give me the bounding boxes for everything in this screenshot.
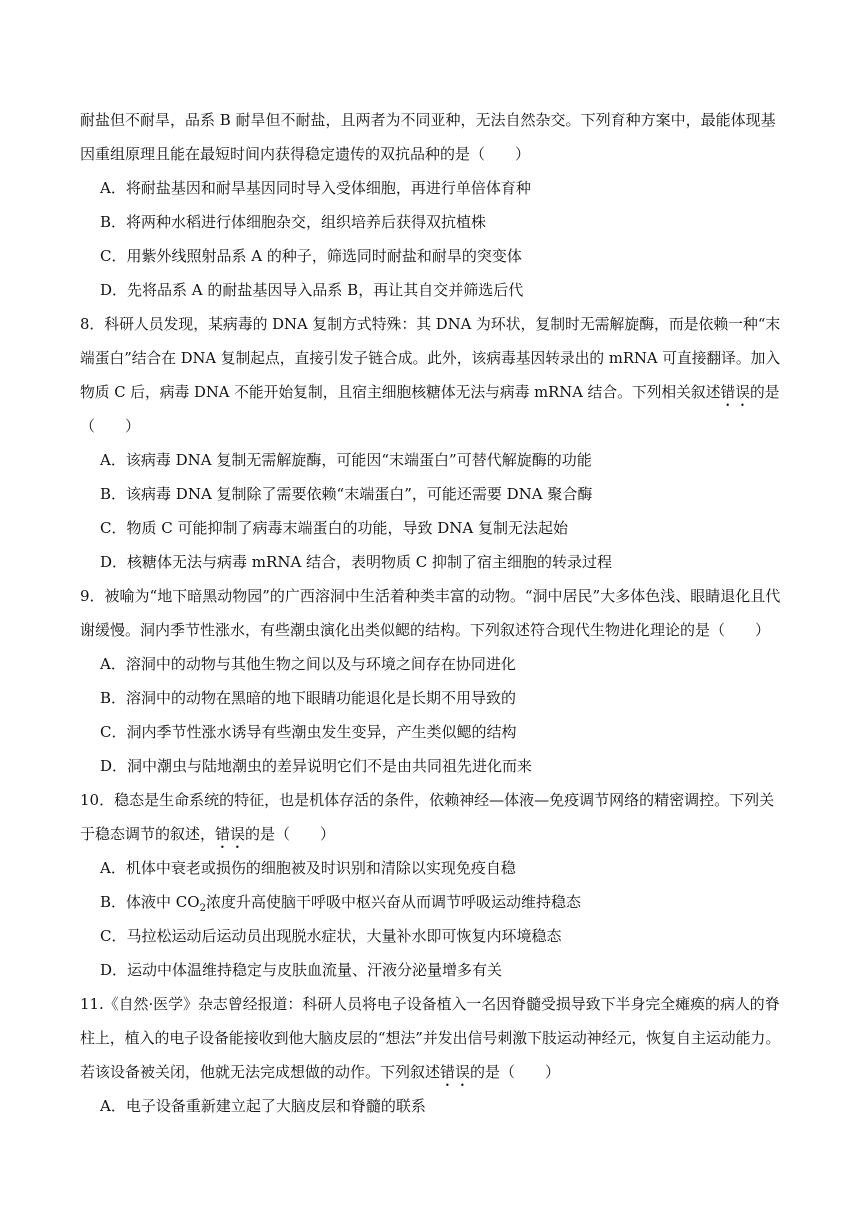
q7-option-a: A．将耐盐基因和耐旱基因同时导入受体细胞，再进行单倍体育种 — [100, 179, 531, 197]
q11-option-a: A．电子设备重新建立起了大脑皮层和脊髓的联系 — [100, 1097, 426, 1115]
q10-emphasis-mark: 错误 — [215, 825, 246, 843]
q11-stem-text: 若该设备被关闭，他就无法完成想做的动作。下列叙述 — [80, 1063, 441, 1081]
q11-stem-text-end: 的是（ ） — [470, 1063, 561, 1081]
q8-stem-text-end: 的是 — [750, 383, 780, 401]
q9-option-a: A．溶洞中的动物与其他生物之间以及与环境之间存在协同进化 — [100, 655, 516, 673]
q8-stem-line-2: 端蛋白”结合在 DNA 复制起点，直接引发子链合成。此外，该病毒基因转录出的 mRNA 可直接翻译。加入 — [80, 349, 781, 367]
q8-option-c: C．物质 C 可能抑制了病毒末端蛋白的功能，导致 DNA 复制无法起始 — [100, 519, 569, 537]
q8-stem-line-3 — [80, 382, 780, 410]
q9-option-b: B．溶洞中的动物在黑暗的地下眼睛功能退化是长期不用导致的 — [100, 689, 517, 707]
q8-option-b: B．该病毒 DNA 复制除了需要依赖“末端蛋白”，可能还需要 DNA 聚合酶 — [100, 485, 593, 503]
q10-stem-line-2 — [80, 824, 335, 852]
q8-option-a: A．该病毒 DNA 复制无需解旋酶，可能因“末端蛋白”可替代解旋酶的功能 — [100, 451, 592, 469]
q7-stem-line-1: 耐盐但不耐旱，品系 B 耐旱但不耐盐，且两者为不同亚种，无法自然杂交。下列育种方案中，最能体现基 — [80, 111, 776, 129]
q11-emphasis-mark: 错误 — [440, 1063, 471, 1081]
q9-stem-line-2: 谢缓慢。洞内季节性涨水，有些潮虫演化出类似鳃的结构。下列叙述符合现代生物进化理论的是（ ） — [80, 621, 771, 639]
q11-stem-line-3 — [80, 1062, 560, 1090]
q7-option-b: B．将两种水稻进行体细胞杂交，组织培养后获得双抗植株 — [100, 213, 487, 231]
q7-stem-line-2: 因重组原理且能在最短时间内获得稳定遗传的双抗品种的是（ ） — [80, 145, 531, 163]
q8-option-d: D．核糖体无法与病毒 mRNA 结合，表明物质 C 抑制了宿主细胞的转录过程 — [100, 553, 613, 571]
q10-option-b — [100, 892, 581, 912]
q10-option-b-text-end: 浓度升高使脑干呼吸中枢兴奋从而调节呼吸运动维持稳态 — [205, 893, 581, 911]
q9-option-c: C．洞内季节性涨水诱导有些潮虫发生变异，产生类似鳃的结构 — [100, 723, 517, 741]
q8-stem-line-1: 8．科研人员发现，某病毒的 DNA 复制方式特殊：其 DNA 为环状，复制时无需解旋酶，而是依赖一种“末 — [80, 315, 781, 333]
q10-stem-line-1: 10．稳态是生命系统的特征，也是机体存活的条件，依赖神经—体液—免疫调节网络的精密调控。下列关 — [80, 791, 775, 809]
q10-option-a: A．机体中衰老或损伤的细胞被及时识别和清除以实现免疫自稳 — [100, 859, 516, 877]
q10-option-d: D．运动中体温维持稳定与皮肤血流量、汗液分泌量增多有关 — [100, 961, 503, 979]
q11-stem-line-2: 柱上，植入的电子设备能接收到他大脑皮层的“想法”并发出信号刺激下肢运动神经元，恢复自主运动能力。 — [80, 1029, 781, 1047]
q10-option-b-subscript: 2 — [199, 903, 206, 914]
q10-option-c: C．马拉松运动后运动员出现脱水症状，大量补水即可恢复内环境稳态 — [100, 927, 562, 945]
q10-stem-text-end: 的是（ ） — [245, 825, 336, 843]
q10-option-b-text: B．体液中 CO — [100, 893, 200, 911]
q8-stem-text: 物质 C 后，病毒 DNA 不能开始复制，且宿主细胞核糖体无法与病毒 mRNA 结合。下列相关叙述 — [80, 383, 721, 401]
q10-stem-text: 于稳态调节的叙述， — [80, 825, 216, 843]
q11-stem-line-1: 11.《自然·医学》杂志曾经报道：科研人员将电子设备植入一名因脊髓受损导致下半身完全瘫痪的病人的脊 — [80, 995, 780, 1013]
q8-answer-bracket: （ ） — [80, 417, 141, 435]
q9-option-d: D．洞中潮虫与陆地潮虫的差异说明它们不是由共同祖先进化而来 — [100, 757, 533, 775]
q8-emphasis-mark: 错误 — [720, 383, 751, 401]
q9-stem-line-1: 9．被喻为“地下暗黑动物园”的广西溶洞中生活着种类丰富的动物。“洞中居民”大多体色浅、眼睛退化且代 — [80, 587, 781, 605]
q7-option-c: C．用紫外线照射品系 A 的种子，筛选同时耐盐和耐旱的突变体 — [100, 247, 522, 265]
q7-option-d: D．先将品系 A 的耐盐基因导入品系 B，再让其自交并筛选后代 — [100, 281, 524, 299]
